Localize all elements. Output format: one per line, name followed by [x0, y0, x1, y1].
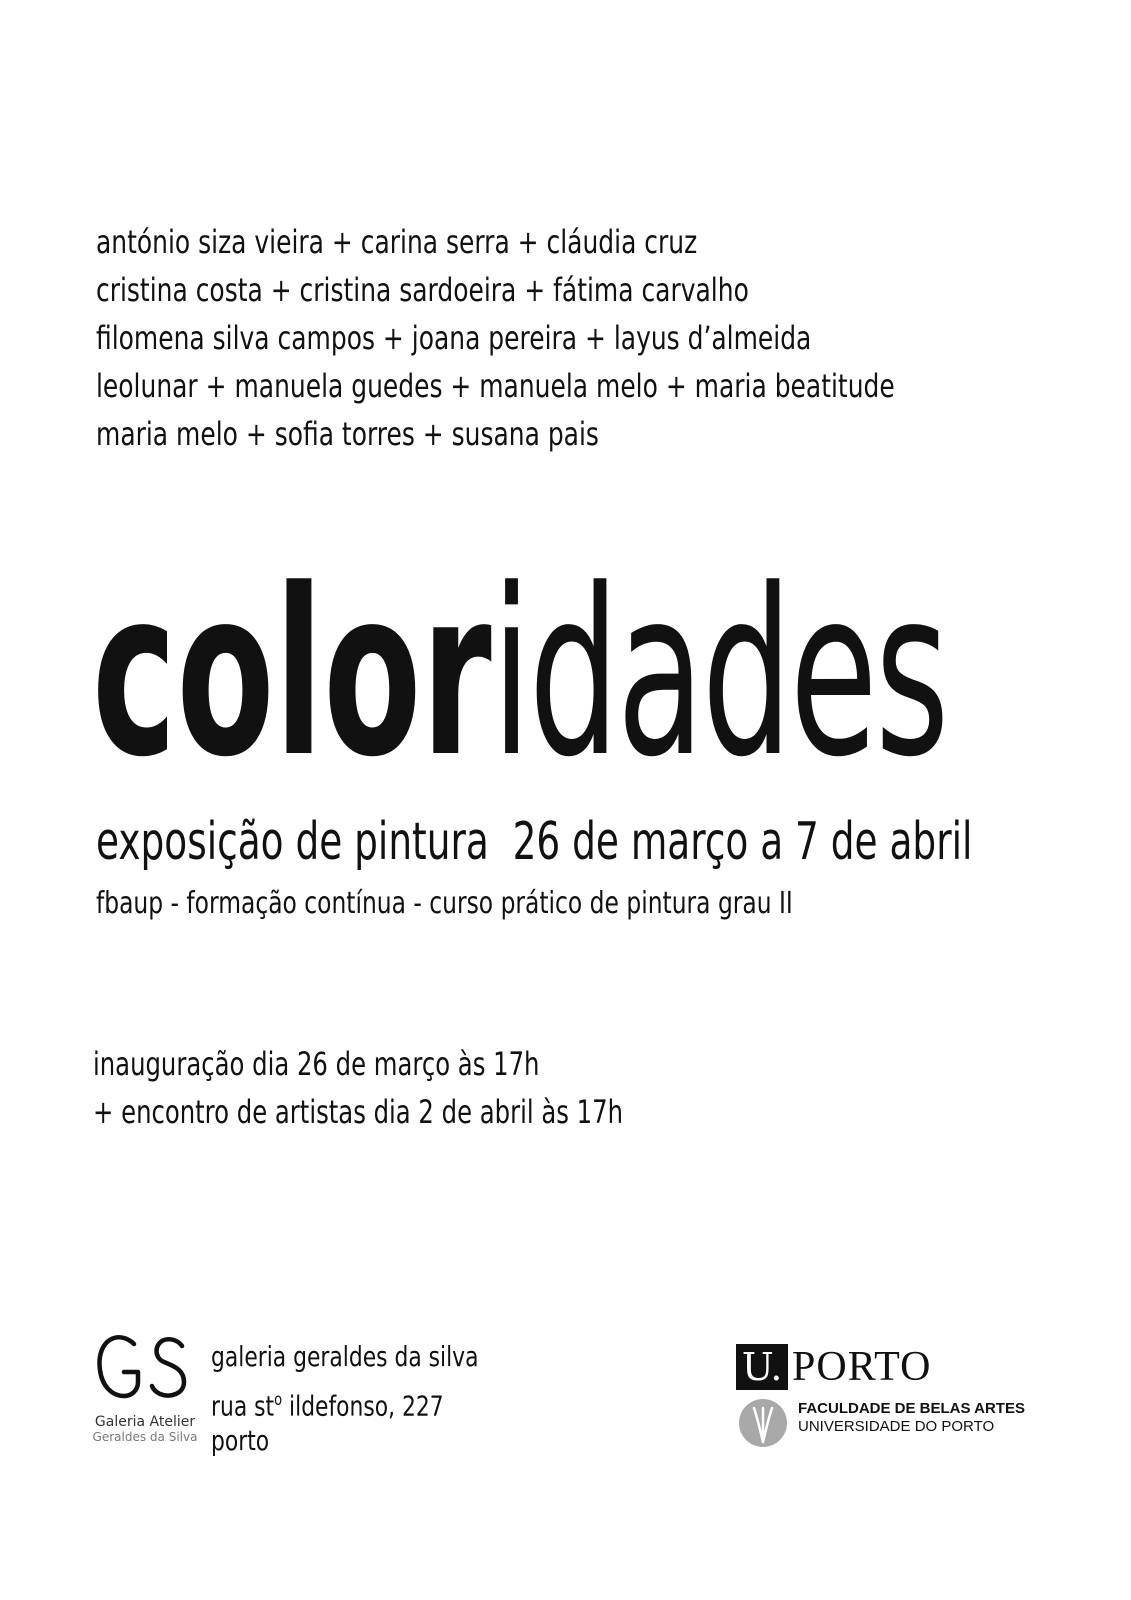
university-name: UNIVERSIDADE DO PORTO	[798, 1418, 995, 1435]
faculty-name: FACULDADE DE BELAS ARTES	[798, 1400, 1025, 1417]
faculty-seal-icon	[738, 1398, 788, 1448]
event-line: inauguração dia 26 de março às 17h	[93, 1045, 540, 1083]
exhibition-title	[92, 541, 947, 808]
gallery-logo	[90, 1330, 200, 1450]
exhibition-subtitle: exposição de pintura 26 de março a 7 de abril	[96, 812, 973, 872]
gallery-address	[211, 1336, 554, 1462]
artist-line: antónio siza vieira + carina serra + cláudia cruz	[96, 223, 698, 261]
porto-wordmark: PORTO	[792, 1344, 932, 1390]
gallery-city: porto	[211, 1424, 270, 1457]
gallery-name: galeria geraldes da silva	[211, 1340, 479, 1373]
gs-logo-icon	[90, 1330, 200, 1410]
street-prefix: rua st	[211, 1389, 275, 1423]
course-info: fbaup - formação contínua - curso prático de pintura grau II	[96, 886, 793, 921]
logo-caption-secondary: Geraldes da Silva	[92, 1430, 198, 1444]
title-bold-part: color	[92, 541, 492, 808]
artist-line: maria melo + sofia torres + susana pais	[96, 415, 599, 453]
street-superscript: o	[274, 1389, 283, 1409]
event-list	[93, 1040, 790, 1136]
title-light-part: idades	[491, 541, 947, 808]
gallery-street	[211, 1378, 478, 1423]
artist-line: filomena silva campos + joana pereira + layus d’almeida	[96, 319, 812, 357]
street-rest: ildefonso, 227	[282, 1389, 444, 1423]
artist-list	[96, 218, 1120, 458]
artist-line: cristina costa + cristina sardoeira + fátima carvalho	[96, 271, 749, 309]
artist-line: leolunar + manuela guedes + manuela melo + maria beatitude	[96, 367, 895, 405]
event-line: + encontro de artistas dia 2 de abril às 17h	[93, 1093, 624, 1131]
u-letter-box: U.	[736, 1344, 788, 1390]
university-logo	[736, 1344, 1025, 1454]
logo-caption-primary: Galeria Atelier	[94, 1414, 196, 1430]
